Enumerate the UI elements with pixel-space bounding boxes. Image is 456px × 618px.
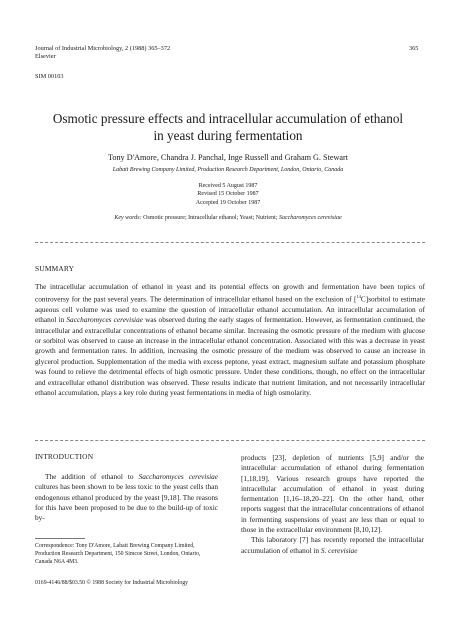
intro-right-text: This laboratory [7] has recently reported the intracellular accumulation of ethanol in xyxy=(241,535,424,555)
intro-left-text-2: cultures has been shown to be less toxic to the yeast cells than endogenous ethanol produced by the yeast [9,18]. The reasons for this have been proposed to be due to the build-up of toxic by- xyxy=(35,482,218,523)
received-date: Received 5 August 1987 xyxy=(198,183,258,189)
title-line-2: in yeast during fermentation xyxy=(153,128,303,143)
article-id: SIM 00103 xyxy=(35,73,64,80)
copyright-footer: 0169-4146/88/$03.50 © 1988 Society for Industrial Microbiology xyxy=(35,580,189,586)
title-line-1: Osmotic pressure effects and intracellular accumulation of ethanol xyxy=(52,111,404,126)
summary-heading: SUMMARY xyxy=(35,264,75,273)
intro-paragraph-left xyxy=(35,472,218,523)
intro-paragraph-right-2 xyxy=(241,535,424,556)
summary-divider xyxy=(35,440,425,441)
intro-left-text-1: The addition of ethanol to xyxy=(45,472,139,481)
footnote-rule xyxy=(35,538,85,539)
accepted-date: Accepted 19 October 1987 xyxy=(195,199,261,206)
correspondence-note: Correspondence: Tony D'Amore, Labatt Brewing Company Limited, Production Research Department, 150 Simcoe Street, London, Ontario, Canada N6A 4M3. xyxy=(35,543,201,565)
summary-text-1: The intracellular accumulation of ethanol in yeast and its potential effects on growth and fermentation have been topics of controversy for the past several years. The determination of intracellular ethanol based on the exclusion of [ xyxy=(35,282,425,304)
intro-left-species: Saccharomyces cerevisiae xyxy=(138,472,218,481)
intro-right-species: S. cerevisiae xyxy=(320,545,358,555)
summary-text-2: C]sorbitol to estimate aqueous cell volume was used to examine the question of intracellular ethanol accumulation. An intracellular accumulation of ethanol in xyxy=(35,294,425,325)
journal-name: Journal of Industrial Microbiology, 2 (1988) 365–372 xyxy=(35,45,171,52)
intro-paragraph-right-1: products [23], depletion of nutrients [5,9] and/or the intracellular accumulation of ethanol during fermentation [1,18,19]. Various research groups have reported the intracellular accumulation of ethanol in yeast during fermentation [1,16–18,20–22]. On the other hand, other reports suggest that the intracellular concentrations of ethanol in fermenting suspensions of yeast are less than or equal to those in the extracellular environment [8,10,12]. xyxy=(241,453,424,535)
summary-paragraph xyxy=(35,282,425,398)
keywords-species: Saccharomyces cerevisiae xyxy=(278,215,342,221)
keywords xyxy=(30,215,426,221)
revised-date: Revised 15 October 1987 xyxy=(197,191,259,198)
page-number: 365 xyxy=(409,45,419,52)
left-column xyxy=(35,472,218,523)
right-column xyxy=(241,453,424,556)
keywords-label: Key words: xyxy=(114,215,142,221)
date-history xyxy=(30,182,426,207)
article-title xyxy=(40,110,416,144)
summary-species: Saccharomyces cerevisiae xyxy=(66,315,143,325)
summary-isotope-sup: 14 xyxy=(356,294,361,300)
header-divider xyxy=(35,242,425,243)
introduction-heading: INTRODUCTION xyxy=(35,452,94,461)
journal-citation xyxy=(35,45,170,61)
keywords-text: Osmotic pressure; Intracellular ethanol; Yeast; Nutrient; xyxy=(143,215,278,221)
affiliation: Labatt Brewing Company Limited, Production Research Department, London, Ontario, Canada xyxy=(112,167,344,173)
summary-text-3: was observed during the early stages of fermentation. However, as fermentation continued, the intracellular and extracellular concentrations of ethanol became similar. Increasing the osmotic pressure of the medium with glucose or sorbitol was observed to cause an increase in the intracellular ethanol concentration. Associated with this was a decrease in yeast growth and fermentation rates. In addition, increasing the osmotic pressure of the medium was observed to cause an increase in glycerol production. Supplementation of the media with excess peptone, yeast extract, magnesium sulfate and potassium phosphate was found to relieve the detrimental effects of high osmotic pressure. Under these conditions, though, no effect on the intracellular and extracellular ethanol distribution was observed. These results indicate that nutrient limitation, and not necessarily intracellular ethanol accumulation, plays a key role during yeast fermentations in media of high osmolarity. xyxy=(35,315,425,397)
publisher: Elsevier xyxy=(35,53,56,61)
author-list: Tony D'Amore, Chandra J. Panchal, Inge Russell and Graham G. Stewart xyxy=(107,153,349,162)
